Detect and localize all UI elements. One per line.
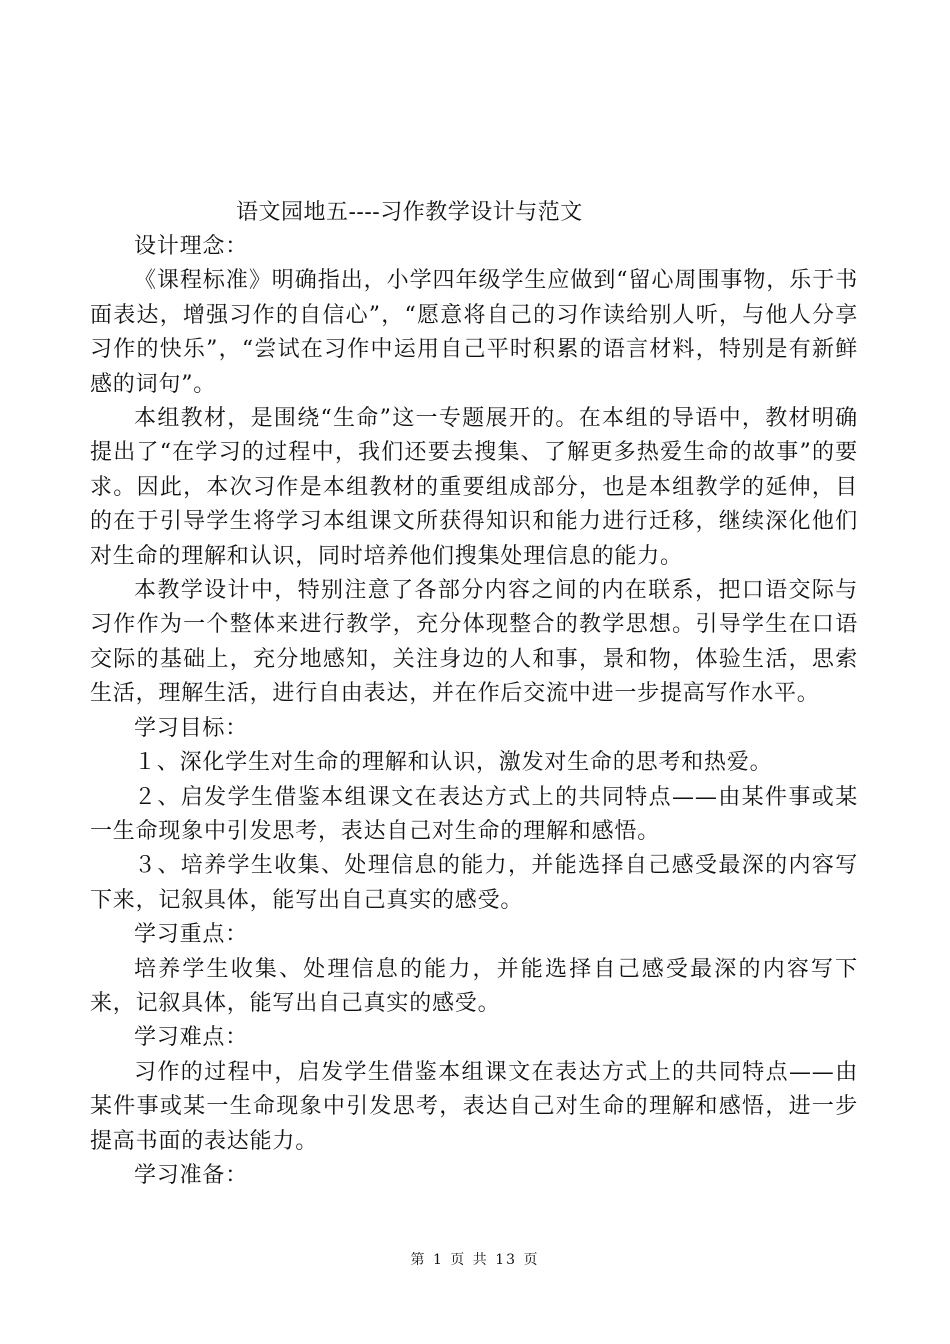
objective-item-3: ３、培养学生收集、处理信息的能力，并能选择自己感受最深的内容写下来，记叙具体，能写出自己真实的感受。 xyxy=(90,853,858,913)
objective-item-2: ２、启发学生借鉴本组课文在表达方式上的共同特点——由某件事或某一生命现象中引发思考，表达自己对生命的理解和感悟。 xyxy=(90,784,858,844)
paragraph-teaching-design: 本教学设计中，特别注意了各部分内容之间的内在联系，把口语交际与习作作为一个整体来进行教学，充分体现整合的教学思想。引导学生在口语交际的基础上，充分地感知，关注身边的人和事，景和物，体验生活，思索生活，理解生活，进行自由表达，并在作后交流中进一步提高写作水平。 xyxy=(90,578,858,707)
section-heading-key-points: 学习重点： xyxy=(134,922,249,948)
objective-item-1: １、深化学生对生命的理解和认识，激发对生命的思考和热爱。 xyxy=(134,750,773,776)
paragraph-curriculum-standard: 《课程标准》明确指出，小学四年级学生应做到“留心周围事物，乐于书面表达，增强习作的自信心”，“愿意将自己的习作读给别人听，与他人分享习作的快乐”，“尝试在习作中运用自己平时积累的语言材料，特别是有新鲜感的词句”。 xyxy=(90,268,858,397)
section-heading-difficulties: 学习难点： xyxy=(134,1025,249,1051)
paragraph-textbook-group: 本组教材，是围绕“生命”这一专题展开的。在本组的导语中，教材明确提出了“在学习的过程中，我们还要去搜集、了解更多热爱生命的故事”的要求。因此，本次习作是本组教材的重要组成部分，也是本组教学的延伸，目的在于引导学生将学习本组课文所获得知识和能力进行迁移，继续深化他们对生命的理解和认识，同时培养他们搜集处理信息的能力。 xyxy=(90,406,858,569)
paragraph-key-points: 培养学生收集、处理信息的能力，并能选择自己感受最深的内容写下来，记叙具体，能写出自己真实的感受。 xyxy=(90,956,858,1016)
section-heading-design-concept: 设计理念： xyxy=(134,234,249,259)
paragraph-difficulties: 习作的过程中，启发学生借鉴本组课文在表达方式上的共同特点——由某件事或某一生命现象中引发思考，表达自己对生命的理解和感悟，进一步提高书面的表达能力。 xyxy=(90,1059,858,1154)
document-title: 语文园地五----习作教学设计与范文 xyxy=(236,200,583,225)
document-body xyxy=(90,230,858,1193)
section-heading-preparation: 学习准备： xyxy=(134,1162,249,1188)
section-heading-learning-objectives: 学习目标： xyxy=(134,715,249,741)
page-number-footer: 第 1 页 共 13 页 xyxy=(410,1252,540,1268)
